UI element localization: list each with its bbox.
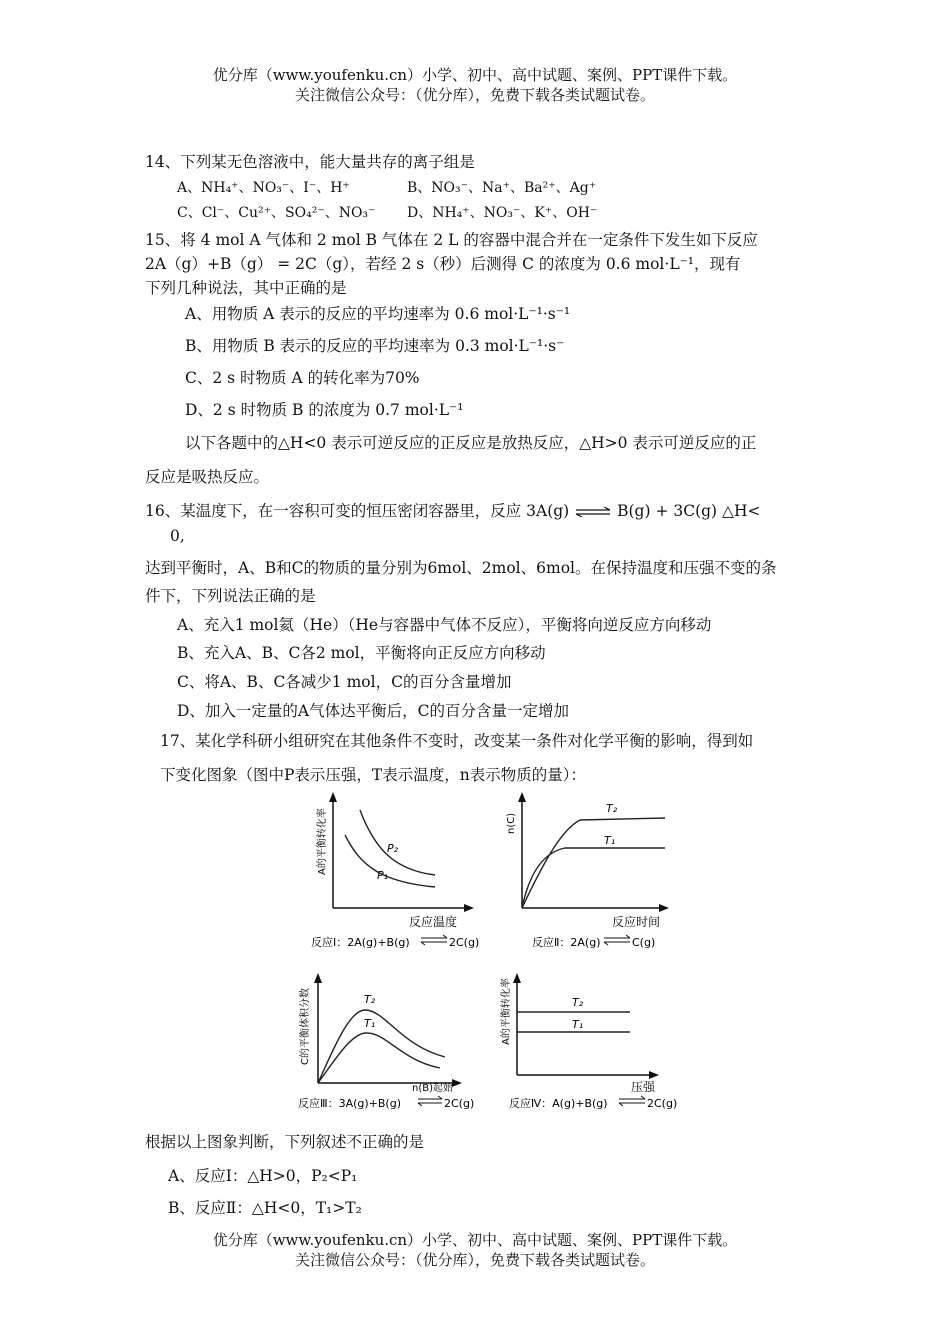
caption-post: 2C(g) [444, 1097, 475, 1110]
q16-option-c: C、将A、B、C各减少1 mol，C的百分含量增加 [177, 673, 512, 691]
header-line-1: 优分库（www.youfenku.cn）小学、初中、高中试题、案例、PPT课件下载。 [212, 66, 738, 84]
q15-line-2: 2A（g）+B（g） = 2C（g），若经 2 s（秒）后测得 C 的浓度为 0.6 mol·L⁻¹，现有 [145, 255, 741, 273]
curve-t2 [522, 818, 665, 908]
note-line-1: 以下各题中的△H<0 表示可逆反应的正反应是放热反应，△H>0 表示可逆反应的正 [185, 434, 757, 452]
q17-option-a: A、反应Ⅰ：△H>0，P₂<P₁ [168, 1167, 358, 1185]
caption-post: C(g) [632, 936, 656, 949]
y-axis-label: n(C) [506, 812, 517, 834]
footer-line-2: 关注微信公众号：（优分库），免费下载各类试题试卷。 [294, 1251, 655, 1269]
x-axis-label: 压强 [631, 1080, 656, 1094]
q16-line-3: 件下，下列说法正确的是 [145, 587, 316, 605]
q15-line-3: 下列几种说法，其中正确的是 [145, 279, 347, 297]
label-t1: T₁ [364, 1017, 376, 1030]
y-axis-label: C的平衡体积分数 [300, 988, 311, 1065]
x-axis-arrow-icon [659, 904, 669, 912]
footer-line-1: 优分库（www.youfenku.cn）小学、初中、高中试题、案例、PPT课件下载。 [212, 1231, 738, 1249]
q14-option-d: D、NH₄⁺、NO₃⁻、K⁺、OH⁻ [407, 205, 598, 221]
y-axis-arrow-icon [314, 973, 322, 983]
q16-line-1 [145, 499, 760, 521]
q14-option-a: A、NH₄⁺、NO₃⁻、I⁻、H⁺ [177, 180, 350, 196]
label-t2: T₂ [572, 996, 584, 1009]
y-axis-arrow-icon [518, 792, 526, 802]
label-p2: P₂ [387, 842, 399, 855]
equilibrium-arrow-icon [619, 1096, 645, 1106]
y-axis-label: A的平衡转化率 [317, 808, 328, 875]
equilibrium-arrow-icon [421, 935, 447, 945]
graph-reaction-3 [290, 965, 490, 1115]
caption-pre: 反应Ⅳ：A(g)+B(g) [509, 1097, 608, 1110]
y-axis-label: A的平衡转化率 [501, 978, 512, 1045]
x-axis-label: 反应温度 [409, 915, 458, 929]
q17-after: 根据以上图象判断，下列叙述不正确的是 [145, 1133, 425, 1151]
y-axis-arrow-icon [329, 792, 337, 802]
q16-option-d: D、加入一定量的A气体达平衡后，C的百分含量一定增加 [177, 702, 569, 720]
curve-t2 [318, 1010, 445, 1083]
graph-reaction-2 [500, 790, 680, 955]
note-line-2: 反应是吸热反应。 [145, 468, 270, 486]
q17-option-b: B、反应Ⅱ：△H<0，T₁>T₂ [168, 1199, 362, 1217]
x-axis-arrow-icon [649, 1071, 659, 1079]
x-axis-label: n(B)起始 [412, 1083, 454, 1094]
curve-t1 [522, 848, 665, 908]
q14-option-b: B、NO₃⁻、Na⁺、Ba²⁺、Ag⁺ [407, 180, 597, 196]
label-t2: T₂ [606, 802, 618, 815]
q15-option-c: C、2 s 时物质 A 的转化率为70% [185, 369, 420, 387]
label-p1: P₁ [377, 869, 389, 882]
equilibrium-arrow-icon [604, 935, 630, 945]
caption-post: 2C(g) [647, 1097, 678, 1110]
q15-option-d: D、2 s 时物质 B 的浓度为 0.7 mol·L⁻¹ [185, 401, 464, 419]
q15-option-b: B、用物质 B 表示的反应的平均速率为 0.3 mol·L⁻¹·s⁻ [185, 337, 565, 355]
equilibrium-arrow-icon [574, 507, 612, 517]
equilibrium-arrow-icon [418, 1096, 442, 1106]
x-axis-arrow-icon [464, 904, 474, 912]
q16-line-1-cont: 0, [170, 527, 185, 545]
label-t2: T₂ [364, 993, 376, 1006]
q16-line-1-pre: 16、某温度下，在一容积可变的恒压密闭容器里，反应 3A(g) [145, 502, 570, 520]
q14-stem: 14、下列某无色溶液中，能大量共存的离子组是 [145, 153, 475, 171]
q15-option-a: A、用物质 A 表示的反应的平均速率为 0.6 mol·L⁻¹·s⁻¹ [185, 305, 571, 323]
q16-line-1-post: B(g) + 3C(g) △H< [617, 502, 761, 520]
graph-reaction-4 [495, 965, 695, 1115]
caption-pre: 反应Ⅰ：2A(g)+B(g) [311, 936, 410, 949]
q16-option-a: A、充入1 mol氦（He）（He与容器中气体不反应），平衡将向逆反应方向移动 [177, 616, 712, 634]
y-axis-arrow-icon [513, 973, 521, 983]
q16-line-2: 达到平衡时，A、B和C的物质的量分别为6mol、2mol、6mol。在保持温度和压强不变的条 [145, 559, 777, 577]
q14-option-c: C、Cl⁻、Cu²⁺、SO₄²⁻、NO₃⁻ [177, 205, 376, 221]
label-t1: T₁ [604, 834, 616, 847]
graph-reaction-1 [305, 790, 485, 955]
caption-pre: 反应Ⅱ：2A(g) [532, 936, 601, 949]
caption-post: 2C(g) [449, 936, 480, 949]
q15-line-1: 15、将 4 mol A 气体和 2 mol B 气体在 2 L 的容器中混合并在一定条件下发生如下反应 [145, 231, 758, 249]
q17-line-2: 下变化图象（图中P表示压强，T表示温度，n表示物质的量）： [160, 766, 587, 784]
q16-option-b: B、充入A、B、C各2 mol，平衡将向正反应方向移动 [177, 644, 546, 662]
x-axis-arrow-icon [452, 1079, 462, 1087]
label-t1: T₁ [572, 1018, 584, 1031]
caption-pre: 反应Ⅲ：3A(g)+B(g) [298, 1097, 402, 1110]
header-line-2: 关注微信公众号：（优分库），免费下载各类试题试卷。 [294, 86, 655, 104]
curve-t1 [318, 1033, 440, 1083]
q17-line-1: 17、某化学科研小组研究在其他条件不变时，改变某一条件对化学平衡的影响，得到如 [160, 732, 754, 750]
x-axis-label: 反应时间 [612, 915, 661, 929]
